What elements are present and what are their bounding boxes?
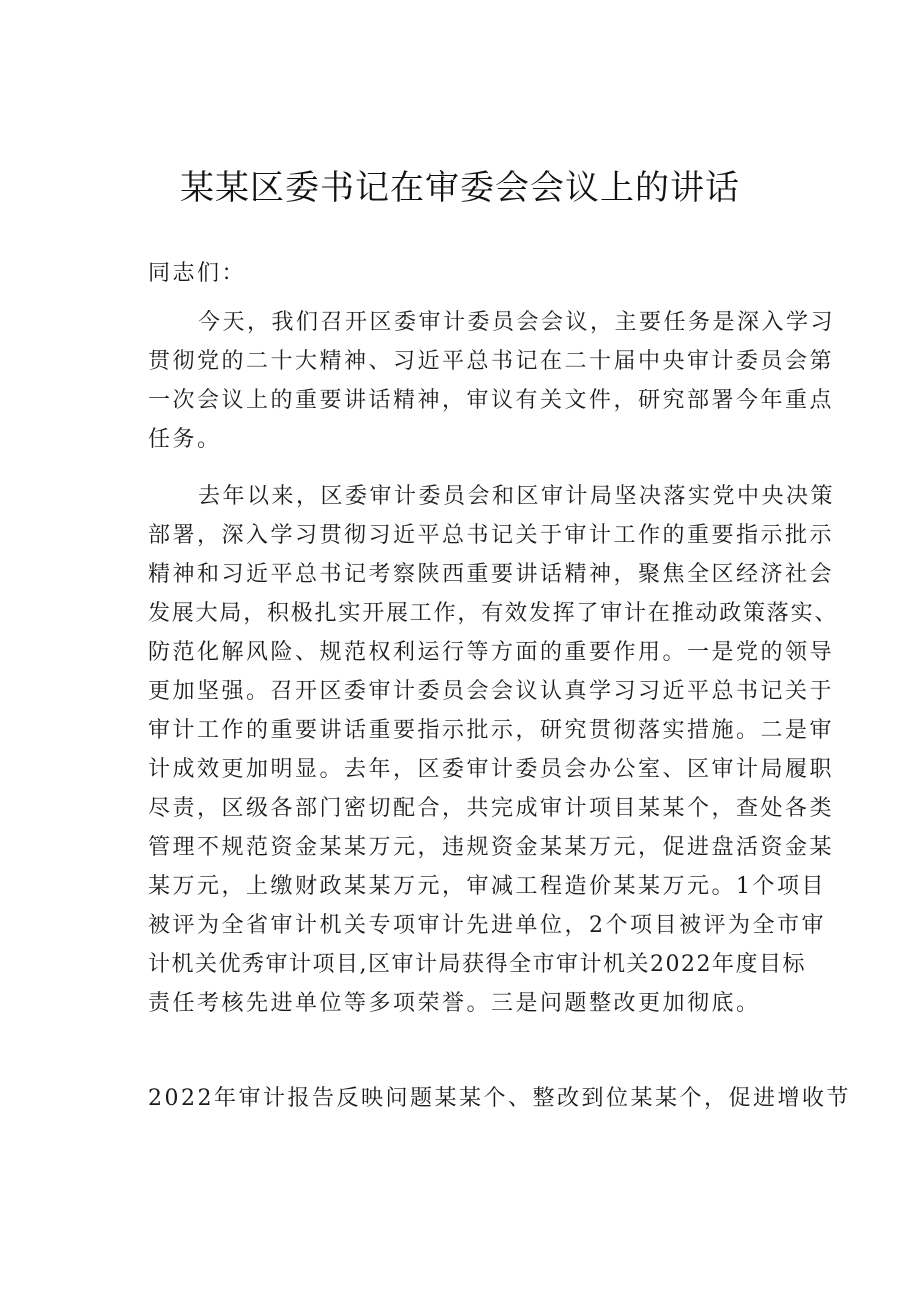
paragraph-line: 防范化解风险、规范权利运行等方面的重要作用。一是党的领导 [148,640,835,665]
paragraph-line: 一次会议上的重要讲话精神，审议有关文件，研究部署今年重点 [148,388,835,413]
paragraph-line: 部署，深入学习贯彻习近平总书记关于审计工作的重要指示批示 [148,523,835,548]
paragraph-line: 责任考核先进单位等多项荣誉。三是问题整改更加彻底。 [148,991,761,1016]
document-title: 某某区委书记在审委会会议上的讲话 [180,168,740,208]
paragraph-line: 计机关优秀审计项目,区审计局获得全市审计机关2022年度目标 [148,952,806,977]
paragraph-2 [148,477,839,1023]
paragraph-3 [148,1079,851,1118]
paragraph-line: 更加坚强。召开区委审计委员会会议认真学习习近平总书记关于 [148,679,835,704]
paragraph-line: 计成效更加明显。去年，区委审计委员会办公室、区审计局履职 [148,757,835,782]
paragraph-1 [148,303,836,459]
paragraph-line: 发展大局，积极扎实开展工作，有效发挥了审计在推动政策落实、 [148,601,839,626]
paragraph-line: 精神和习近平总书记考察陕西重要讲话精神，聚焦全区经济社会 [148,562,835,587]
paragraph-line: 今天，我们召开区委审计委员会会议，主要任务是深入学习 [198,310,836,335]
paragraph-line: 2022年审计报告反映问题某某个、整改到位某某个，促进增收节 [148,1086,851,1111]
paragraph-line: 管理不规范资金某某万元，违规资金某某万元，促进盘活资金某 [148,835,835,860]
paragraph-line: 任务。 [148,427,222,452]
paragraph-line: 被评为全省审计机关专项审计先进单位，2个项目被评为全市审 [148,913,826,938]
paragraph-line: 去年以来，区委审计委员会和区审计局坚决落实党中央决策 [198,484,836,509]
greeting: 同志们： [148,261,247,286]
paragraph-line: 贯彻党的二十大精神、习近平总书记在二十届中央审计委员会第 [148,349,835,374]
paragraph-line: 某万元，上缴财政某某万元，审减工程造价某某万元。1个项目 [148,874,826,899]
paragraph-line: 审计工作的重要讲话重要指示批示，研究贯彻落实措施。二是审 [148,718,835,743]
paragraph-line: 尽责，区级各部门密切配合，共完成审计项目某某个，查处各类 [148,796,835,821]
